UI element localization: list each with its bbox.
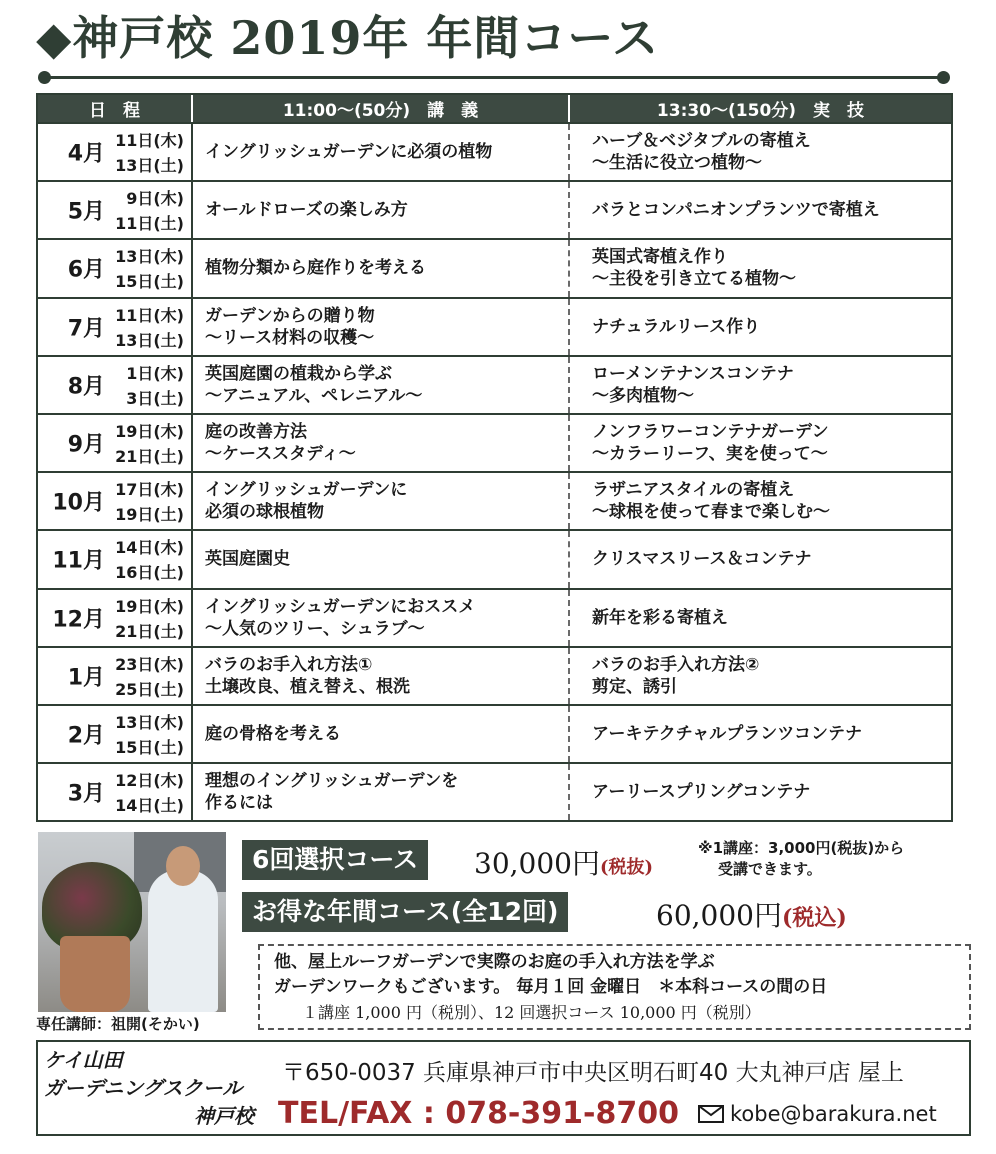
lecture-text: 土壌改良、植え替え、根洗 — [205, 676, 411, 697]
lecture-cell — [193, 706, 570, 762]
day-label: 13日(土) — [115, 330, 184, 350]
lecture-cell — [193, 648, 570, 704]
practice-text: ラザニアスタイルの寄植え — [592, 480, 795, 501]
practice-text: バラのお手入れ方法② — [592, 654, 760, 675]
practice-cell — [570, 473, 951, 529]
day-label: 3日(土) — [126, 388, 184, 408]
practice-text: バラとコンパニオンプランツで寄植え — [592, 200, 880, 221]
lecture-text: 植物分類から庭作りを考える — [205, 258, 426, 279]
lecture-text: イングリッシュガーデンに — [205, 480, 408, 501]
practice-cell — [570, 531, 951, 587]
day-label: 14日(木) — [115, 538, 184, 558]
header-lecture: 11:00〜(50分) 講 義 — [193, 95, 570, 122]
lecture-cell — [193, 357, 570, 413]
month-label: 10月 — [52, 490, 105, 516]
day-label: 12日(木) — [115, 771, 184, 791]
lecture-cell — [193, 415, 570, 471]
day-label: 17日(木) — [115, 480, 184, 500]
practice-cell — [570, 590, 951, 646]
day-label: 13日(木) — [115, 247, 184, 267]
lecture-text: イングリッシュガーデンに必須の植物 — [205, 142, 493, 163]
course12-price: 60,000円(税込) — [656, 899, 847, 932]
date-cell — [38, 706, 193, 762]
practice-text: 〜主役を引き立てる植物〜 — [592, 269, 796, 290]
day-label: 11日(木) — [115, 305, 184, 325]
day-label: 15日(土) — [115, 737, 184, 757]
month-label: 12月 — [52, 607, 105, 633]
table-row — [38, 762, 951, 820]
table-row — [38, 471, 951, 529]
day-label: 1日(木) — [126, 363, 184, 383]
table-header — [38, 95, 951, 122]
month-label: 8月 — [67, 374, 105, 400]
month-label: 5月 — [67, 199, 105, 225]
date-cell — [38, 182, 193, 238]
date-cell — [38, 531, 193, 587]
month-label: 1月 — [67, 665, 105, 691]
page-title: ◆神戸校 2019年 年間コース — [36, 11, 660, 65]
lecture-cell — [193, 764, 570, 820]
practice-cell — [570, 648, 951, 704]
day-label: 21日(土) — [115, 621, 184, 641]
practice-text: 〜カラーリーフ、実を使って〜 — [592, 444, 828, 465]
day-label: 15日(土) — [115, 272, 184, 292]
tel-fax: TEL/FAX : 078-391-8700 — [278, 1096, 679, 1131]
title-rule — [44, 76, 944, 79]
day-label: 11日(土) — [115, 214, 184, 234]
date-cell — [38, 124, 193, 180]
practice-text: アーリースプリングコンテナ — [592, 782, 811, 803]
info-line-1: 他、屋上ルーフガーデンで実際のお庭の手入れ方法を学ぶ — [274, 952, 715, 972]
table-row — [38, 704, 951, 762]
info-line-2: ガーデンワークもございます。 毎月１回 金曜日 ＊本科コースの間の日 — [274, 977, 828, 997]
date-cell — [38, 648, 193, 704]
date-cell — [38, 240, 193, 296]
lecture-text: オールドローズの楽しみ方 — [205, 200, 408, 221]
day-label: 19日(木) — [115, 421, 184, 441]
day-label: 13日(木) — [115, 712, 184, 732]
lecture-text: 庭の改善方法 — [205, 422, 307, 443]
practice-text: ハーブ＆ベジタブルの寄植え — [592, 131, 811, 152]
day-label: 19日(土) — [115, 505, 184, 525]
day-label: 19日(木) — [115, 596, 184, 616]
instructor-photo — [38, 832, 226, 1012]
lecture-cell — [193, 590, 570, 646]
instructor-caption: 専任講師：祖開(そかい) — [36, 1015, 200, 1033]
lecture-text: 〜ケーススタディ〜 — [205, 444, 356, 465]
table-row — [38, 238, 951, 296]
lecture-text: ガーデンからの贈り物 — [205, 305, 375, 326]
table-row — [38, 122, 951, 180]
lecture-text: 〜リース材料の収穫〜 — [205, 327, 375, 348]
table-row — [38, 297, 951, 355]
lecture-cell — [193, 299, 570, 355]
practice-cell — [570, 299, 951, 355]
envelope-icon — [698, 1105, 724, 1123]
month-label: 2月 — [67, 723, 105, 749]
lecture-text: 英国庭園の植栽から学ぶ — [205, 363, 392, 384]
practice-text: ノンフラワーコンテナガーデン — [592, 422, 829, 443]
practice-text: ローメンテナンスコンテナ — [592, 363, 794, 384]
rooftop-info-box — [258, 944, 971, 1030]
table-row — [38, 180, 951, 238]
month-label: 11月 — [52, 548, 105, 574]
practice-text: クリスマスリース＆コンテナ — [592, 549, 812, 570]
day-label: 11日(木) — [115, 131, 184, 150]
day-label: 9日(木) — [126, 189, 184, 209]
month-label: 9月 — [67, 432, 105, 458]
month-label: 4月 — [67, 141, 105, 167]
day-label: 13日(土) — [115, 156, 184, 175]
header-date: 日 程 — [38, 95, 193, 122]
lecture-text: 必須の球根植物 — [205, 502, 324, 523]
practice-cell — [570, 124, 951, 180]
day-label: 21日(土) — [115, 446, 184, 466]
day-label: 23日(木) — [115, 654, 184, 674]
day-label: 14日(土) — [115, 796, 184, 816]
header-practice: 13:30〜(150分) 実 技 — [656, 101, 865, 121]
date-cell — [38, 357, 193, 413]
lecture-cell — [193, 182, 570, 238]
date-cell — [38, 299, 193, 355]
practice-cell — [570, 706, 951, 762]
lecture-cell — [193, 531, 570, 587]
course6-label: 6回選択コース — [242, 840, 428, 880]
date-cell — [38, 590, 193, 646]
practice-text: 〜生活に役立つ植物〜 — [592, 153, 762, 174]
lecture-cell — [193, 473, 570, 529]
info-line-3: １講座 1,000 円（税別）、12 回選択コース 10,000 円（税別） — [302, 1003, 761, 1022]
practice-cell — [570, 182, 951, 238]
practice-cell — [570, 240, 951, 296]
school-name: ケイ山田 ガーデニングスクール 神戸校 — [44, 1048, 254, 1128]
table-row — [38, 529, 951, 587]
practice-text: アーキテクチャルプランツコンテナ — [592, 723, 862, 744]
contact-footer — [36, 1040, 971, 1136]
rule-dot-right — [937, 71, 950, 84]
course12-label: お得な年間コース(全12回) — [242, 892, 568, 932]
table-row — [38, 413, 951, 471]
month-label: 3月 — [67, 781, 105, 807]
day-label: 16日(土) — [115, 563, 184, 583]
lecture-text: 〜人気のツリー、シュラブ〜 — [205, 618, 425, 639]
lecture-text: 理想のイングリッシュガーデンを — [205, 771, 459, 792]
practice-text: 剪定、誘引 — [592, 676, 677, 697]
practice-cell — [570, 357, 951, 413]
lecture-text: バラのお手入れ方法① — [205, 654, 373, 675]
date-cell — [38, 764, 193, 820]
practice-text: 新年を彩る寄植え — [592, 607, 728, 628]
date-cell — [38, 415, 193, 471]
month-label: 6月 — [67, 257, 105, 283]
course6-tax: (税抜) — [599, 857, 654, 878]
table-row — [38, 646, 951, 704]
lecture-text: 英国庭園史 — [205, 549, 290, 570]
day-label: 25日(土) — [115, 679, 184, 699]
table-row — [38, 588, 951, 646]
course6-price: 30,000円(税抜) — [474, 847, 654, 880]
lecture-text: 〜アニュアル、ペレニアル〜 — [205, 385, 423, 406]
practice-text: 英国式寄植え作り — [592, 247, 728, 268]
month-label: 7月 — [67, 316, 105, 342]
price-note: ※1講座：3,000円(税抜)から 受講できます。 — [698, 839, 905, 878]
email[interactable]: kobe@barakura.net — [698, 1102, 937, 1126]
practice-cell — [570, 415, 951, 471]
lecture-text: 作るには — [205, 793, 273, 814]
lecture-text: イングリッシュガーデンにおススメ — [205, 596, 476, 617]
date-cell — [38, 473, 193, 529]
practice-text: 〜多肉植物〜 — [592, 385, 694, 406]
lecture-text: 庭の骨格を考える — [205, 723, 341, 744]
course12-tax: (税込) — [781, 905, 847, 931]
lecture-cell — [193, 240, 570, 296]
schedule-table — [36, 93, 953, 822]
address: 〒650-0037 兵庫県神戸市中央区明石町40 大丸神戸店 屋上 — [282, 1060, 904, 1086]
practice-cell — [570, 764, 951, 820]
practice-text: ナチュラルリース作り — [592, 316, 761, 337]
lecture-cell — [193, 124, 570, 180]
table-row — [38, 355, 951, 413]
practice-text: 〜球根を使って春まで楽しむ〜 — [592, 502, 830, 523]
